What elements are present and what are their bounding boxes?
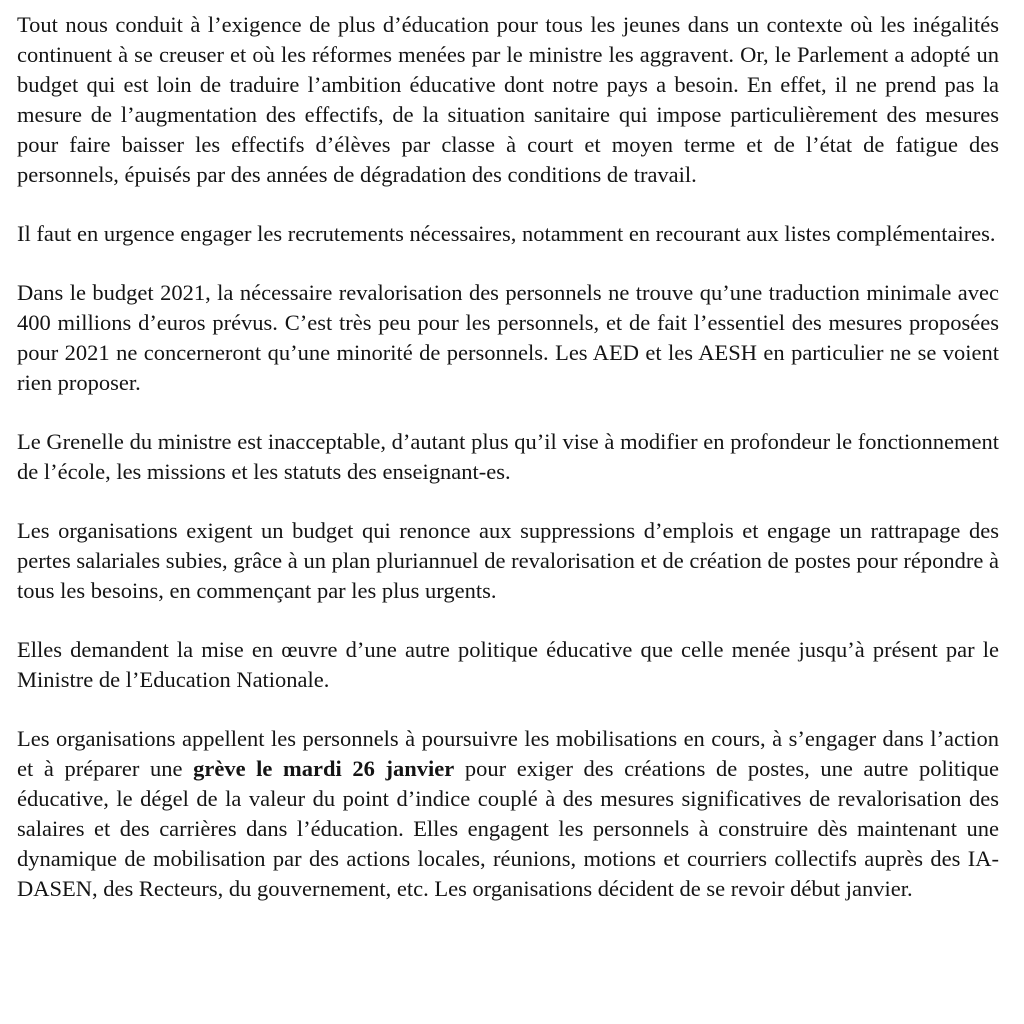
paragraph-call-to-strike	[17, 724, 999, 904]
paragraph-demands-policy: Elles demandent la mise en œuvre d’une autre politique éducative que celle menée jusqu’à présent par le Ministre de l’Education Nationale.	[17, 637, 999, 692]
paragraph-budget-2021: Dans le budget 2021, la nécessaire revalorisation des personnels ne trouve qu’une traduction minimale avec 400 millions d’euros prévus. C’est très peu pour les personnels, et de fait l’essentiel des mesures proposées pour 2021 ne concerneront qu’une minorité de personnels. Les AED et les AESH en particulier ne se voient rien proposer.	[17, 280, 999, 395]
document-body	[17, 10, 999, 904]
strike-call-intro: Les organisations appellent les personnels à poursuivre les mobilisations en cours, à s’engager dans l’action et à préparer une	[17, 726, 999, 781]
strike-call-details: pour exiger des créations de postes, une autre politique éducative, le dégel de la valeur du point d’indice couplé à des mesures significatives de revalorisation des salaires et des carrières dans l’éducation. Elles engagent les personnels à construire dès maintenant une dynamique de mobilisation par des actions locales, réunions, motions et courriers collectifs auprès des IA-DASEN, des Recteurs, du gouvernement, etc. Les organisations décident de se revoir début janvier.	[17, 756, 999, 901]
paragraph-context: Tout nous conduit à l’exigence de plus d’éducation pour tous les jeunes dans un contexte où les inégalités continuent à se creuser et où les réformes menées par le ministre les aggravent. Or, le Parlement a adopté un budget qui est loin de traduire l’ambition éducative dont notre pays a besoin. En effet, il ne prend pas la mesure de l’augmentation des effectifs, de la situation sanitaire qui impose particulièrement des mesures pour faire baisser les effectifs d’élèves par classe à court et moyen terme et de l’état de fatigue des personnels, épuisés par des années de dégradation des conditions de travail.	[17, 12, 999, 187]
paragraph-grenelle: Le Grenelle du ministre est inacceptable, d’autant plus qu’il vise à modifier en profondeur le fonctionnement de l’école, les missions et les statuts des enseignant-es.	[17, 429, 999, 484]
paragraph-demands-budget: Les organisations exigent un budget qui renonce aux suppressions d’emplois et engage un rattrapage des pertes salariales subies, grâce à un plan pluriannuel de revalorisation et de création de postes pour répondre à tous les besoins, en commençant par les plus urgents.	[17, 518, 999, 603]
paragraph-recruitment: Il faut en urgence engager les recrutements nécessaires, notamment en recourant aux listes complémentaires.	[17, 221, 996, 246]
strike-date-emphasis: grève le mardi 26 janvier	[193, 756, 455, 781]
